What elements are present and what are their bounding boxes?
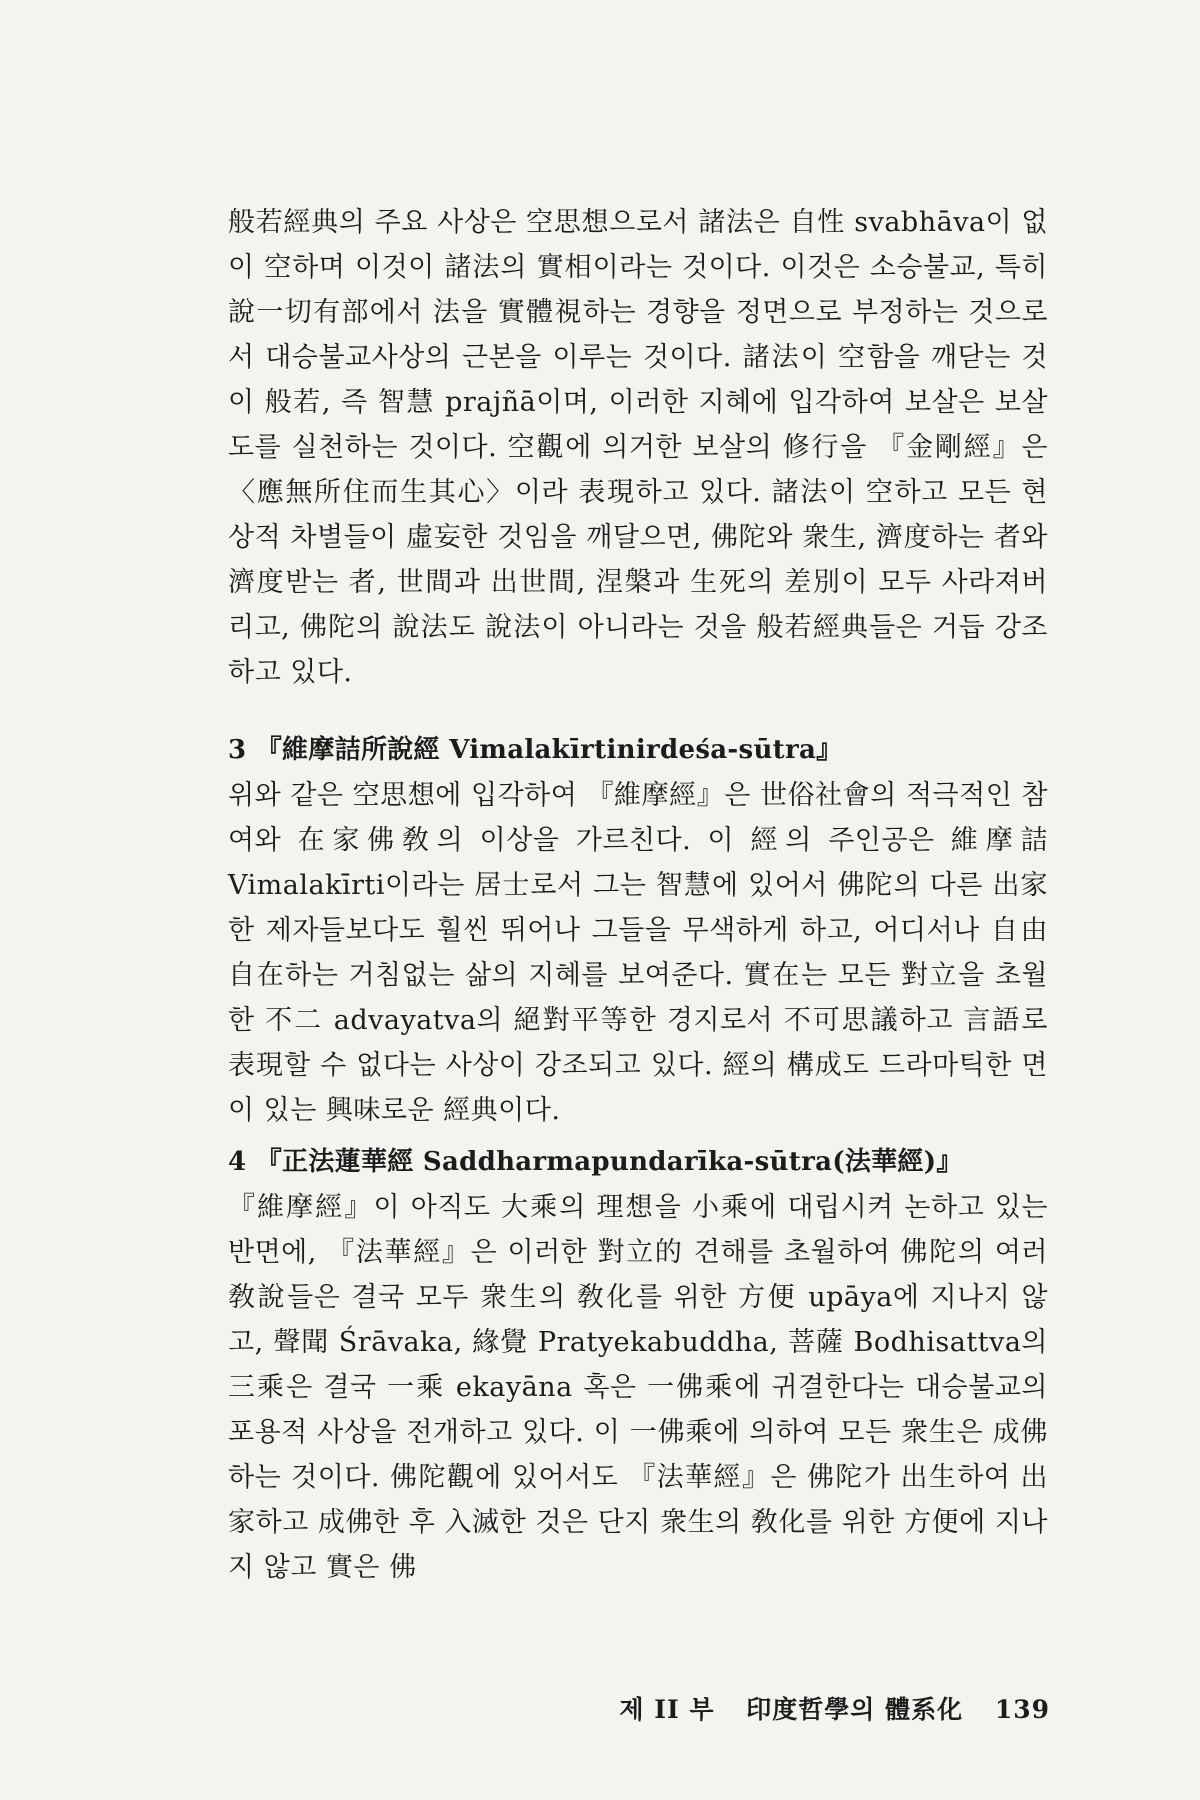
intro-block (228, 200, 1048, 695)
section-4-paragraph: 『維摩經』이 아직도 大乘의 理想을 小乘에 대립시켜 논하고 있는 반면에, 『法華經』은 이러한 對立的 견해를 초월하여 佛陀의 여러 敎說들은 결국 모두 衆生의 敎化를 위한 方便 upāya에 지나지 않고, 聲聞 Śrāvaka, 緣覺 Pratyekabuddha, 菩薩 Bodhisattva의 三乘은 결국 一乘 ekayāna 혹은 一佛乘에 귀결한다는 대승불교의 포용적 사상을 전개하고 있다. 이 一佛乘에 의하여 모든 衆生은 成佛하는 것이다. 佛陀觀에 있어서도 『法華經』은 佛陀가 出生하여 出家하고 成佛한 후 入滅한 것은 단지 衆生의 敎化를 위한 方便에 지나지 않고 實은 佛 (228, 1192, 1048, 1583)
intro-paragraph: 般若經典의 주요 사상은 空思想으로서 諸法은 自性 svabhāva이 없이 空하며 이것이 諸法의 實相이라는 것이다. 이것은 소승불교, 특히 說一切有部에서 法을 實體視하는 경향을 정면으로 부정하는 것으로서 대승불교사상의 근본을 이루는 것이다. 諸法이 空함을 깨닫는 것이 般若, 즉 智慧 prajñā이며, 이러한 지혜에 입각하여 보살은 보살도를 실천하는 것이다. 空觀에 의거한 보살의 修行을 『金剛經』은 〈應無所住而生其心〉이라 表現하고 있다. 諸法이 空하고 모든 현상적 차별들이 虛妄한 것임을 깨달으면, 佛陀와 衆生, 濟度하는 者와 濟度받는 者, 世間과 出世間, 涅槃과 生死의 差別이 모두 사라져버리고, 佛陀의 說法도 說法이 아니라는 것을 般若經典들은 거듭 강조하고 있다. (228, 207, 1048, 688)
section-3 (228, 728, 1048, 1133)
footer-chapter-title: 印度哲學의 體系化 (746, 1695, 964, 1724)
footer-part-label: 제 II 부 (619, 1695, 715, 1724)
section-3-paragraph: 위와 같은 空思想에 입각하여 『維摩經』은 世俗社會의 적극적인 참여와 在家佛敎의 이상을 가르친다. 이 經의 주인공은 維摩詰 Vimalakīrti이라는 居士로서 그는 智慧에 있어서 佛陀의 다른 出家한 제자들보다도 훨씬 뛰어나 그들을 무색하게 하고, 어디서나 自由自在하는 거침없는 삶의 지혜를 보여준다. 實在는 모든 對立을 초월한 不二 advayatva의 絕對平等한 경지로서 不可思議하고 言語로 表現할 수 없다는 사상이 강조되고 있다. 經의 構成도 드라마틱한 면이 있는 興味로운 經典이다. (228, 780, 1048, 1126)
section-3-heading: 3 『維摩詰所說經 Vimalakīrtinirdeśa-sūtra』 (228, 735, 843, 765)
page-number: 139 (994, 1695, 1050, 1724)
section-4-heading: 4 『正法蓮華經 Saddharmapundarīka-sūtra(法華經)』 (228, 1147, 963, 1177)
page-footer (619, 1690, 1050, 1726)
section-4 (228, 1140, 1048, 1590)
